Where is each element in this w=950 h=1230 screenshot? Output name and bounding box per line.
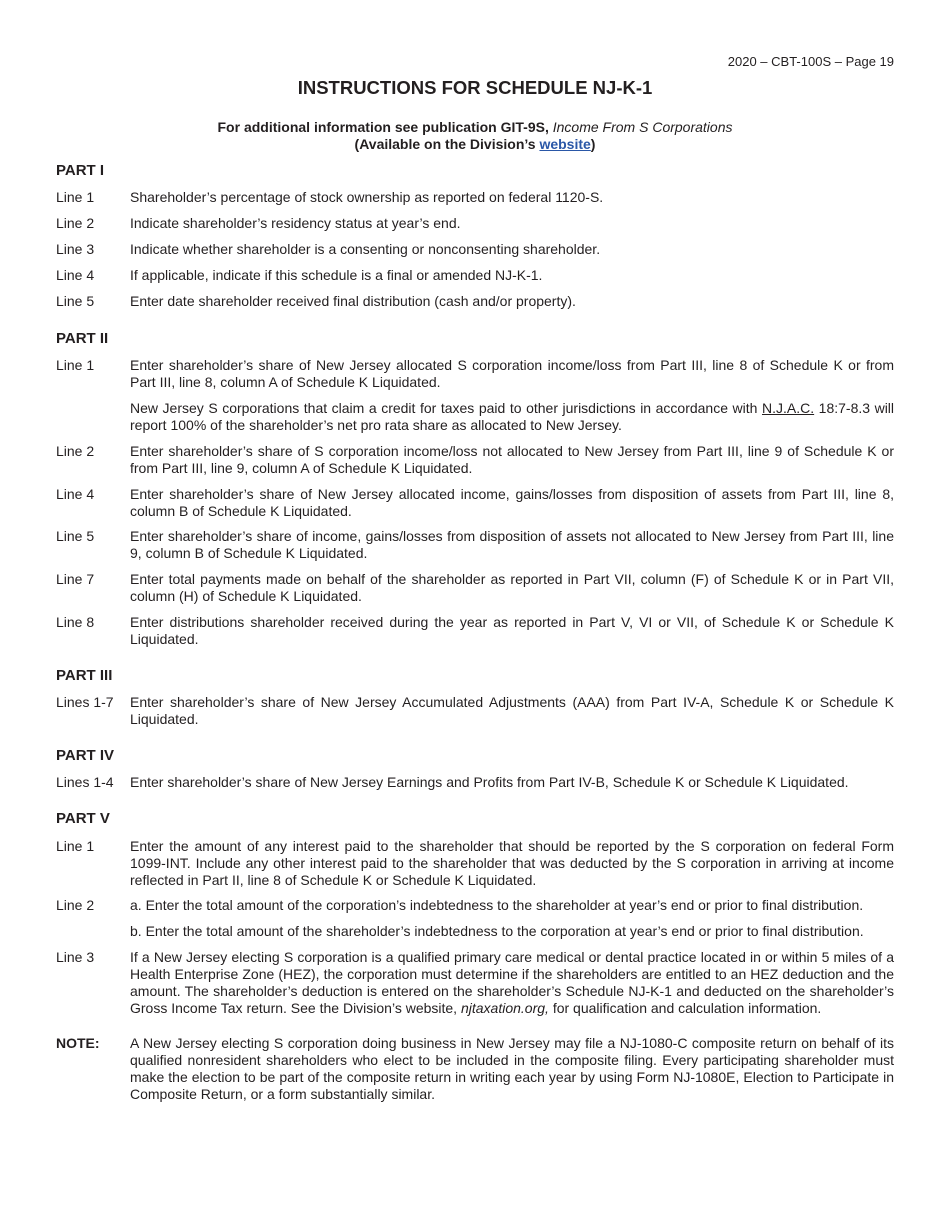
line-text: Enter shareholder’s share of income, gains/losses from disposition of assets not allocated to New Jersey from Part III, line 9, column B of Schedule K Liquidated. <box>130 528 894 561</box>
part-1-heading: PART I <box>56 162 105 179</box>
line-text: a. Enter the total amount of the corporation’s indebtedness to the shareholder at year’s end or prior to final distribution. <box>130 897 864 913</box>
part-3-lines <box>56 694 894 728</box>
page-header: 2020 – CBT-100S – Page 19 <box>727 54 894 69</box>
part-4-heading: PART IV <box>56 747 115 764</box>
part-5-line-2b <box>56 923 894 940</box>
line-label-empty <box>56 400 130 434</box>
subtitle <box>0 119 950 153</box>
line-label: Line 1 <box>56 838 95 854</box>
line-label: Line 2 <box>56 443 95 459</box>
line-label: Line 4 <box>56 486 95 502</box>
line-label: Lines 1-7 <box>56 694 114 710</box>
njac-reference: N.J.A.C. <box>762 400 815 416</box>
line-label: Line 2 <box>56 897 95 913</box>
line-note <box>130 400 894 434</box>
line-label: Line 3 <box>56 949 95 965</box>
website-link[interactable]: website <box>539 136 591 152</box>
line-text <box>130 949 894 1017</box>
line-text: Enter date shareholder received final distribution (cash and/or property). <box>130 293 576 309</box>
line-3-text-pre: If a New Jersey electing S corporation is a qualified primary care medical or dental practice located in or within 5 miles of a Health Enterprise Zone (HEZ), the corporation must determine if the shareholders are entitled to an HEZ deduction and the amount. The shareholder’s deduction is entered on the shareholder’s Schedule NJ-K-1 and deducted on the shareholder’s Gross Income Tax return. See the Division’s website, <box>130 949 894 1016</box>
part-2-line-1-note <box>56 400 894 434</box>
note-text-pre: New Jersey S corporations that claim a credit for taxes paid to other jurisdictions in accordance with <box>130 400 758 416</box>
subtitle-publication-title: Income From S Corporations <box>552 119 733 135</box>
part-1-line-1 <box>56 189 894 206</box>
line-text: If applicable, indicate if this schedule is a final or amended NJ-K-1. <box>130 267 543 283</box>
subtitle-close-paren: ) <box>590 136 596 152</box>
page-title: INSTRUCTIONS FOR SCHEDULE NJ-K-1 <box>297 77 653 98</box>
part-1-line-2 <box>56 215 894 232</box>
njtaxation-site: njtaxation.org, <box>460 1000 549 1016</box>
note-label: NOTE: <box>56 1035 100 1051</box>
line-text: Enter shareholder’s share of New Jersey allocated S corporation income/loss from Part III, line 8 of Schedule K or from Part III, line 8, column A of Schedule K Liquidated. <box>130 357 894 390</box>
part-5-line-2a <box>56 897 894 914</box>
part-2-line-8 <box>56 614 894 648</box>
part-1-line-5 <box>56 293 894 310</box>
part-5-line-1 <box>56 838 894 889</box>
line-label: Line 2 <box>56 215 95 231</box>
line-text: Indicate shareholder’s residency status at year’s end. <box>130 215 461 231</box>
line-text: Enter shareholder’s share of S corporation income/loss not allocated to New Jersey from Part III, line 9 of Schedule K or from Part III, line 9, column A of Schedule K Liquidated. <box>130 443 894 476</box>
line-label: Line 1 <box>56 357 95 373</box>
note <box>56 1035 894 1103</box>
part-2-line-7 <box>56 571 894 605</box>
part-5-line-3 <box>56 949 894 1017</box>
line-label-empty <box>56 923 130 940</box>
part-2-line-5 <box>56 528 894 562</box>
line-text: Shareholder’s percentage of stock ownership as reported on federal 1120-S. <box>130 189 604 205</box>
line-label: Line 4 <box>56 267 95 283</box>
part-2-line-4 <box>56 486 894 520</box>
line-text: Enter shareholder’s share of New Jersey Earnings and Profits from Part IV-B, Schedule K or Schedule K Liquidated. <box>130 774 849 790</box>
part-3-heading: PART III <box>56 667 113 684</box>
line-text: Enter the amount of any interest paid to the shareholder that should be reported by the S corporation on federal Form 1099-INT. Include any other interest paid to the shareholder that was deducted by the S corporation in arriving at income reflected in Part II, line 8 of Schedule K or Schedule K Liquidated. <box>130 838 894 888</box>
line-text: Enter shareholder’s share of New Jersey allocated income, gains/losses from disposition of assets from Part III, line 8, column B of Schedule K Liquidated. <box>130 486 894 519</box>
line-label: Line 7 <box>56 571 95 587</box>
subtitle-bold: For additional information see publication GIT-9S, <box>217 119 549 135</box>
line-label: Line 1 <box>56 189 95 205</box>
line-label: Line 5 <box>56 293 95 309</box>
subtitle-line-2 <box>0 136 950 153</box>
part-5-heading: PART V <box>56 810 110 827</box>
line-text: Enter shareholder’s share of New Jersey Accumulated Adjustments (AAA) from Part IV-A, Schedule K or Schedule K Liquidated. <box>130 694 894 727</box>
line-label: Line 5 <box>56 528 95 544</box>
part-1-line-4 <box>56 267 894 284</box>
note-text-post: 18:7-8.3 will report 100% of the shareholder’s net pro rata share as allocated to New Jersey. <box>130 400 895 433</box>
part-1-line-3 <box>56 241 894 258</box>
line-text: Indicate whether shareholder is a consenting or nonconsenting shareholder. <box>130 241 601 257</box>
subtitle-availability: (Available on the Division’s <box>354 136 536 152</box>
part-2-heading: PART II <box>56 330 109 347</box>
subtitle-line-1 <box>0 119 950 136</box>
line-text: Enter total payments made on behalf of the shareholder as reported in Part VII, column (F) of Schedule K or in Part VII, column (H) of Schedule K Liquidated. <box>130 571 894 604</box>
line-label: Line 8 <box>56 614 95 630</box>
part-2-line-1 <box>56 357 894 391</box>
note-text: A New Jersey electing S corporation doing business in New Jersey may file a NJ-1080-C composite return on behalf of its qualified nonresident shareholders who elect to be included in the composite filing. Every participating shareholder must make the election to be part of the composite return in writing each year by using Form NJ-1080E, Election to Participate in Composite Return, or a form substantially similar. <box>130 1035 894 1102</box>
line-label: Line 3 <box>56 241 95 257</box>
line-text: b. Enter the total amount of the shareholder’s indebtedness to the corporation at year’s end or prior to final distribution. <box>130 923 864 939</box>
line-label: Lines 1-4 <box>56 774 114 790</box>
line-3-text-post: for qualification and calculation information. <box>552 1000 822 1016</box>
part-4-lines <box>56 774 894 791</box>
line-text: Enter distributions shareholder received during the year as reported in Part V, VI or VII, of Schedule K or Schedule K Liquidated. <box>130 614 894 647</box>
part-2-line-2 <box>56 443 894 477</box>
